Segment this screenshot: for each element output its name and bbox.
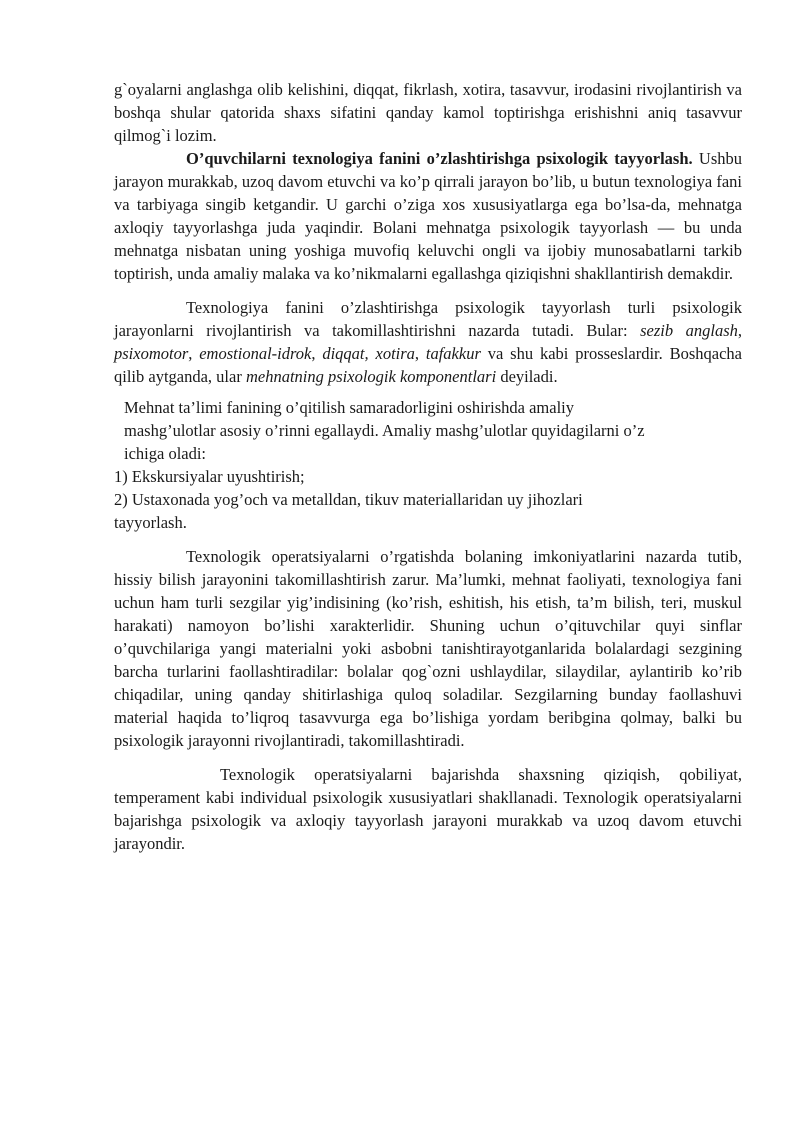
term-italic: mehnatning psixologik komponentlari <box>245 367 497 386</box>
term-italic: diqqat, xotira <box>322 344 415 363</box>
text-run: , <box>414 344 426 363</box>
paragraph-intro: g`oyalarni anglashga olib kelishini, diqqat, fikrlash, xotira, tasavvur, irodasini rivojlantirish va boshqa shular qatorida shaxs sifatini qanday kamol toptirishga erishishni aniq tasavvur qilmog`i lozim. <box>114 80 742 145</box>
text-run: va shu kabi prosseslardir. Boshqacha qilib aytganda, ular <box>114 344 742 386</box>
text-run: , <box>188 344 200 363</box>
paragraph-processes <box>114 296 742 388</box>
paragraph-text: Ushbu jarayon murakkab, uzoq davom etuvchi va ko’p qirrali jarayon bo’lib, u butun texnologiya fani va tarbiyaga singib ketgandir. U garchi o’ziga xos xususiyatlarga ega bo’lsa-da, mehnatga axloqiy tayyorlashga juda yaqindir. Bolani mehnatga psixologik tayyorlash — bu unda mehnatga nisbatan uning yoshiga muvofiq keluvchi ongli va ijobiy munosabatlarni tarkib toptirish, unda amaliy malaka va ko’nikmalarni egallashga qiziqishni shakllantirish demakdir. <box>114 149 742 283</box>
text-run: Texnologiya fanini o’zlashtirishga psixologik tayyorlash turli psixologik jarayonlarni rivojlantirish va takomillashtirishni nazarda tutadi. Bular: <box>114 298 742 340</box>
term-italic: sezib anglash <box>640 321 738 340</box>
list-item-workshop: 2) Ustaxonada yog’och va metalldan, tikuv materiallaridan uy jihozlari tayyorlash. <box>114 490 583 532</box>
paragraph-practical-lessons: Mehnat ta’limi fanining o’qitilish samaradorligini oshirishda amaliy mashg’ulotlar asosiy o’rinni egallaydi. Amaliy mashg’ulotlar quyidagilarni o’z ichiga oladi: <box>124 398 645 463</box>
paragraph-individual-traits: Texnologik operatsiyalarni bajarishda shaxsning qiziqish, qobiliyat, temperament kabi individual psixologik xususiyatlari shakllanadi. Texnologik operatsiyalarni bajarishga psixologik va axloqiy tayyorlash jarayoni murakkab va uzoq davom etuvchi jarayondir. <box>114 765 742 853</box>
term-italic: emostional-idrok <box>199 344 312 363</box>
text-run: , <box>737 321 743 340</box>
paragraph-technological-operations: Texnologik operatsiyalarni o’rgatishda bolaning imkoniyatlarini nazarda tutib, hissiy bilish jarayonini takomillashtirish zarur. Ma’lumki, mehnat faoliyati, texnologiya fani uchun ham turli sezgilar yig’indisining (ko’rish, eshitish, his etish, ta’m bilish, teri, muskul harakati) namoyon bo’lishi xarakterlidir. Shuning uchun o’qituvchilar quyi sinflar o’quvchilariga yangi materialni yoki asbobni tanishtirayotganlarida bolalardagi sezgining barcha turlarini faollashtiradilar: bolalar qog`ozni ushlaydilar, silaydilar, aylantirib ko’rib chiqadilar, uning qanday shitirlashiga quloq soladilar. Sezgilarning bunday faollashuvi material haqida to’liqroq tasavvurga ega bo’lishiga yordam beribgina qolmay, balki bu psixologik jarayonni rivojlantiradi, takomillashtiradi. <box>114 547 742 750</box>
text-run: deyiladi. <box>496 367 558 386</box>
term-italic: psixomotor <box>114 344 189 363</box>
text-run: , <box>311 344 323 363</box>
term-italic: tafakkur <box>425 344 481 363</box>
list-item-excursions: 1) Ekskursiyalar uyushtirish; <box>114 467 305 486</box>
document-page <box>114 78 742 855</box>
section-heading: O’quvchilarni texnologiya fanini o’zlashtirishga psixologik tayyorlash. <box>186 149 693 168</box>
paragraph-psychological-preparation <box>114 147 742 285</box>
